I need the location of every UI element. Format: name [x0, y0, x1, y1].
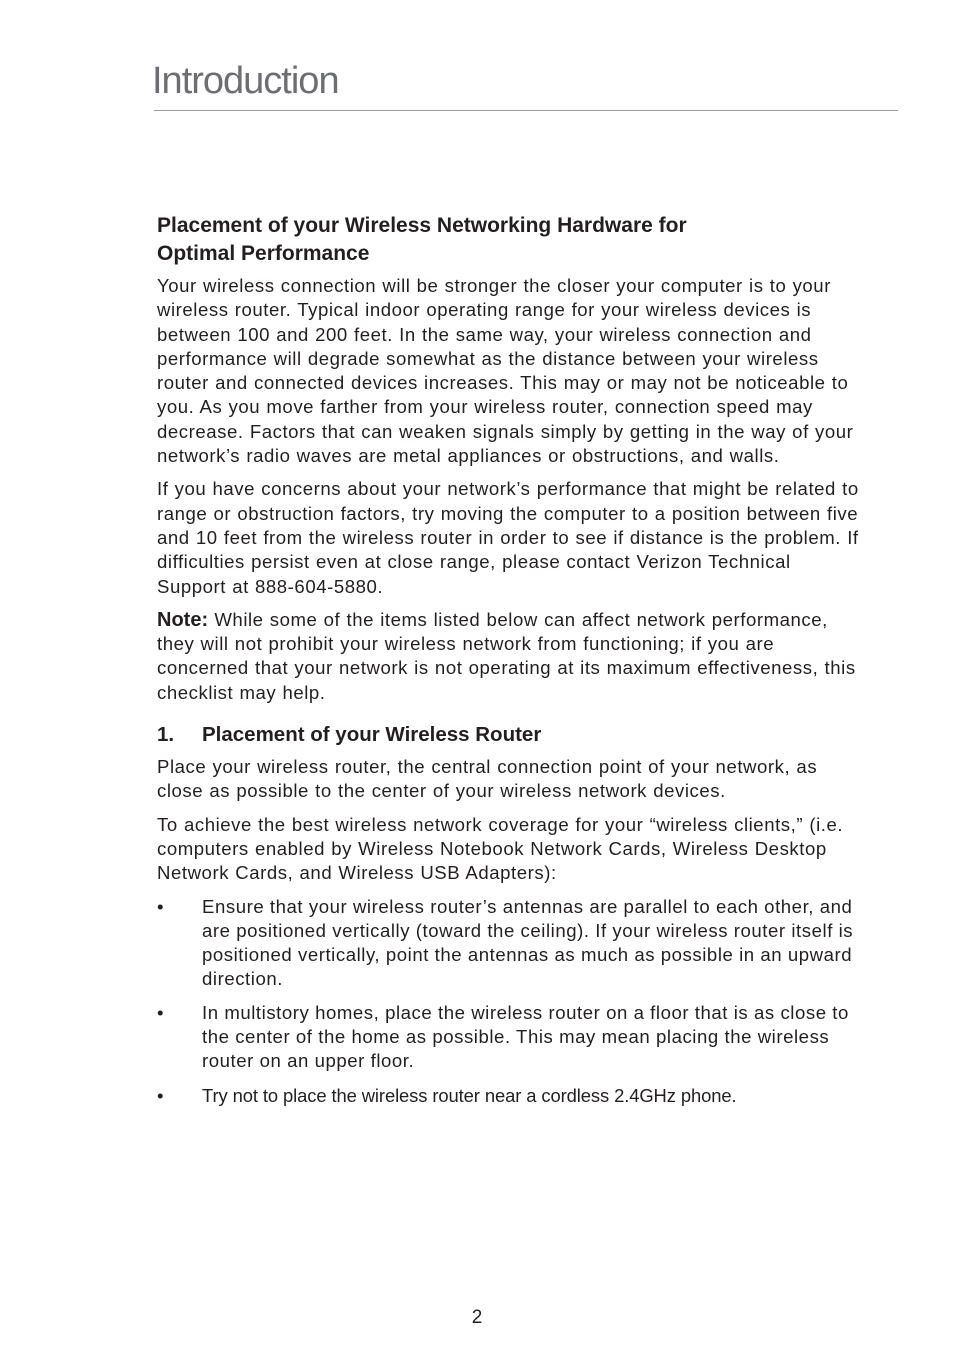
list-item-text: Try not to place the wireless router near a cordless 2.4GHz phone. [202, 1084, 737, 1106]
header-divider [154, 110, 898, 111]
note-label: Note: [157, 608, 209, 631]
bullet-icon: • [157, 895, 164, 917]
page-header-title: Introduction [152, 60, 339, 102]
list-item [157, 1084, 865, 1108]
subsection-heading [157, 721, 865, 749]
body-paragraph-1: Your wireless connection will be stronger the closer your computer is to your wireless router. Typical indoor operating range for your wireless devices is between 100 and 200 feet. In the same way, your wireless connection and performance will degrade somewhat as the distance between your wireless router and connected devices increases. This may or may not be noticeable to you. As you move farther from your wireless router, connection speed may decrease. Factors that can weaken signals simply by getting in the way of your network’s radio waves are metal appliances or obstructions, and walls. [157, 275, 854, 467]
section-title-line1: Placement of your Wireless Networking Hardware for [157, 214, 687, 237]
checklist [157, 895, 865, 1108]
list-item [157, 1001, 865, 1074]
list-item-text: Ensure that your wireless router’s antennas are parallel to each other, and are positioned vertically (toward the ceiling). If your wireless router itself is positioned vertically, point the antennas as much as possible in an upward direction. [202, 895, 854, 990]
section-title-line2: Optimal Performance [157, 242, 370, 265]
bullet-icon: • [157, 1084, 164, 1106]
list-item [157, 895, 865, 992]
subsection-paragraph-2: To achieve the best wireless network coverage for your “wireless clients,” (i.e. computers enabled by Wireless Notebook Network Cards, Wireless Desktop Network Cards, and Wireless USB Adapters): [157, 813, 844, 884]
note-paragraph [157, 608, 865, 705]
page-number: 2 [471, 1307, 483, 1328]
body-paragraph-2: If you have concerns about your network’s performance that might be related to range or obstruction factors, try moving the computer to a position between five and 10 feet from the wireless router in order to see if distance is the problem. If difficulties persist even at close range, please contact Verizon Technical Support at 888-604-5880. [157, 478, 859, 597]
section-title [157, 212, 865, 268]
subsection-paragraph-1: Place your wireless router, the central connection point of your network, as close as possible to the center of your wireless network devices. [157, 756, 818, 802]
subsection-title: Placement of your Wireless Router [202, 723, 542, 747]
list-item-text: In multistory homes, place the wireless router on a floor that is as close to the center of the home as possible. This may mean placing the wireless router on an upper floor. [202, 1001, 849, 1072]
note-text: While some of the items listed below can affect network performance, they will not prohibit your wireless network from functioning; if you are concerned that your network is not operating at its maximum effectiveness, this checklist may help. [157, 608, 856, 703]
subsection-number: 1. [157, 723, 175, 747]
bullet-icon: • [157, 1001, 164, 1023]
page-content [157, 212, 865, 1117]
